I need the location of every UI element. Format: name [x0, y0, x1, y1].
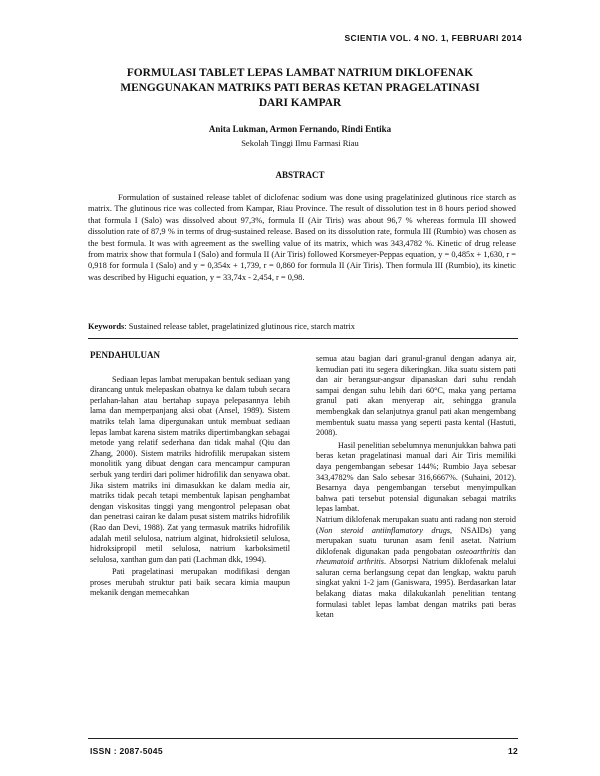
- abstract-text: Formulation of sustained release tablet of diclofenac sodium was done using pragelatinized glutinous rice starch as matrix. The glutinous rice was collected from Kampar, Riau Province. The result of dissolution test in 8 hours period showed that formula I (Salo) was dissolved about 97,3%, formula II (Air Tiris) was about 96,7 % whereas formula III showed dissolution rate of 87,9 % in terms of drug-sustained release. Based on its dissolution rate, formula III (Rumbio) was chosen as the best formula. It was with agreement as the swelling value of its matrix, which was 343,4782 %. Kinetic of drug release from matrix show that formula I (Salo) and formula II (Air Tiris) followed Korsmeyer-Peppas equation, y = 0,485x + 1,630, r = 0,918 for formula I (Salo) and y = 0,354x + 1,739, r = 0,860 for formula II (Air Tiris). Then formula III (Rumbio), its kinetic was described by Higuchi equation, y = 33,74x - 2,454, r = 0,98.: [88, 193, 516, 282]
- affiliation: Sekolah Tinggi Ilmu Farmasi Riau: [241, 138, 359, 148]
- paragraph: semua atau bagian dari granul-granul dengan adanya air, kemudian pati itu segera dikeringkan. Jika suatu sistem pati dan air berangsur-angsur dipanaskan dari suhu rendah sampai dengan suhu lebih dari 60°C, maka yang pertama granul pati akan menyerap air, sehingga granula membengkak dan selanjutnya granul pati akan mengembang membentuk suatu massa yang seperti pasta kental (Hastuti, 2008).: [316, 354, 516, 438]
- title-line: DARI KAMPAR: [258, 97, 342, 109]
- footer-divider: [88, 738, 518, 739]
- title-line: FORMULASI TABLET LEPAS LAMBAT NATRIUM DIKLOFENAK: [126, 67, 474, 79]
- paragraph: Pati pragelatinasi merupakan modifikasi dengan proses merubah struktur pati baik secara kimia maupun mekanik dengan memecahkan: [90, 567, 290, 598]
- keywords: [88, 321, 516, 332]
- section-heading: PENDAHULUAN: [90, 350, 161, 360]
- abstract-heading: ABSTRACT: [275, 170, 325, 180]
- paragraph: Natrium diklofenak merupakan suatu anti radang non steroid (Non steroid antiinflamatory drugs, NSAIDs) yang merupakan suatu turunan asam fenil asetat. Natrium diklofenak digunakan pada pengobatan osteoarthritis dan rheumatoid arthritis. Absorpsi Natrium diklofenak melalui saluran cerna berlangsung cepat dan lengkap, waktu paruh singkat yakni 1-2 jam (Ganiswara, 1995). Berdasarkan latar belakang diatas maka dilakukanlah penelitian tentang formulasi tablet lepas lambat dengan matriks pati beras ketan: [316, 514, 517, 620]
- right-column: [316, 354, 516, 621]
- abstract-body: [88, 192, 516, 283]
- section-divider: [88, 338, 518, 339]
- keywords-text: : Sustained release tablet, pragelatinized glutinous rice, starch matrix: [124, 322, 355, 331]
- authors: Anita Lukman, Armon Fernando, Rindi Entika: [208, 124, 392, 134]
- paragraph: Hasil penelitian sebelumnya menunjukkan bahwa pati beras ketan pragelatinasi manual dari Air Tiris memiliki daya pengembangan sebesar 144%; Rumbio Jaya sebesar 343,4782% dan Salo sebesar 316,6667%. (Suhaini, 2012). Besarnya daya pengembangan tersebut menyimpulkan bahwa pati tersebut potensial digunakan sebagai matriks lepas lambat.: [316, 440, 516, 514]
- page-number: 12: [508, 746, 519, 756]
- journal-header: SCIENTIA VOL. 4 NO. 1, FEBRUARI 2014: [344, 33, 522, 43]
- footer-issn: ISSN : 2087-5045: [90, 746, 163, 756]
- keywords-label: Keywords: [88, 322, 125, 331]
- left-column: [90, 350, 290, 599]
- paragraph: Sediaan lepas lambat merupakan bentuk sediaan yang dirancang untuk melepaskan obatnya ke dalam tubuh secara perlahan-lahan atau bertahap supaya pelepasannya lebih lama dan memperpanjang aksi obat (Ansel, 1989). Sistem matriks telah lama dipergunakan untuk membuat sediaan lepas lambat karena sistem matriks dipertimbangkan sebagai metode yang relatif sederhana dan tidak mahal (Qiu dan Zhang, 2000). Sistem matriks hidrofilik merupakan sistem monolitik yang dibuat dengan cara mencampur campuran serbuk yang terdiri dari polimer hidrofilik dan senyawa obat. Jika sistem matriks ini dimasukkan ke dalam media air, matriks tidak pecah tetapi membentuk lapisan penghambat dengan viskositas tinggi yang mengontrol pelepasan obat dan penetrasi cairan ke dalam pusat sistem matriks hidrofilik (Rao dan Devi, 1988). Zat yang termasuk matriks hidrofilik adalah metil selulosa, natrium alginat, hidroksietil selulosa, hidroksipropil metil selulosa, natrium karboksimetil selulosa, xanthan gum dan pati (Lachman dkk, 1994).: [90, 374, 290, 564]
- title-line: MENGGUNAKAN MATRIKS PATI BERAS KETAN PRAGELATINASI: [120, 82, 480, 94]
- article-title: [90, 66, 510, 111]
